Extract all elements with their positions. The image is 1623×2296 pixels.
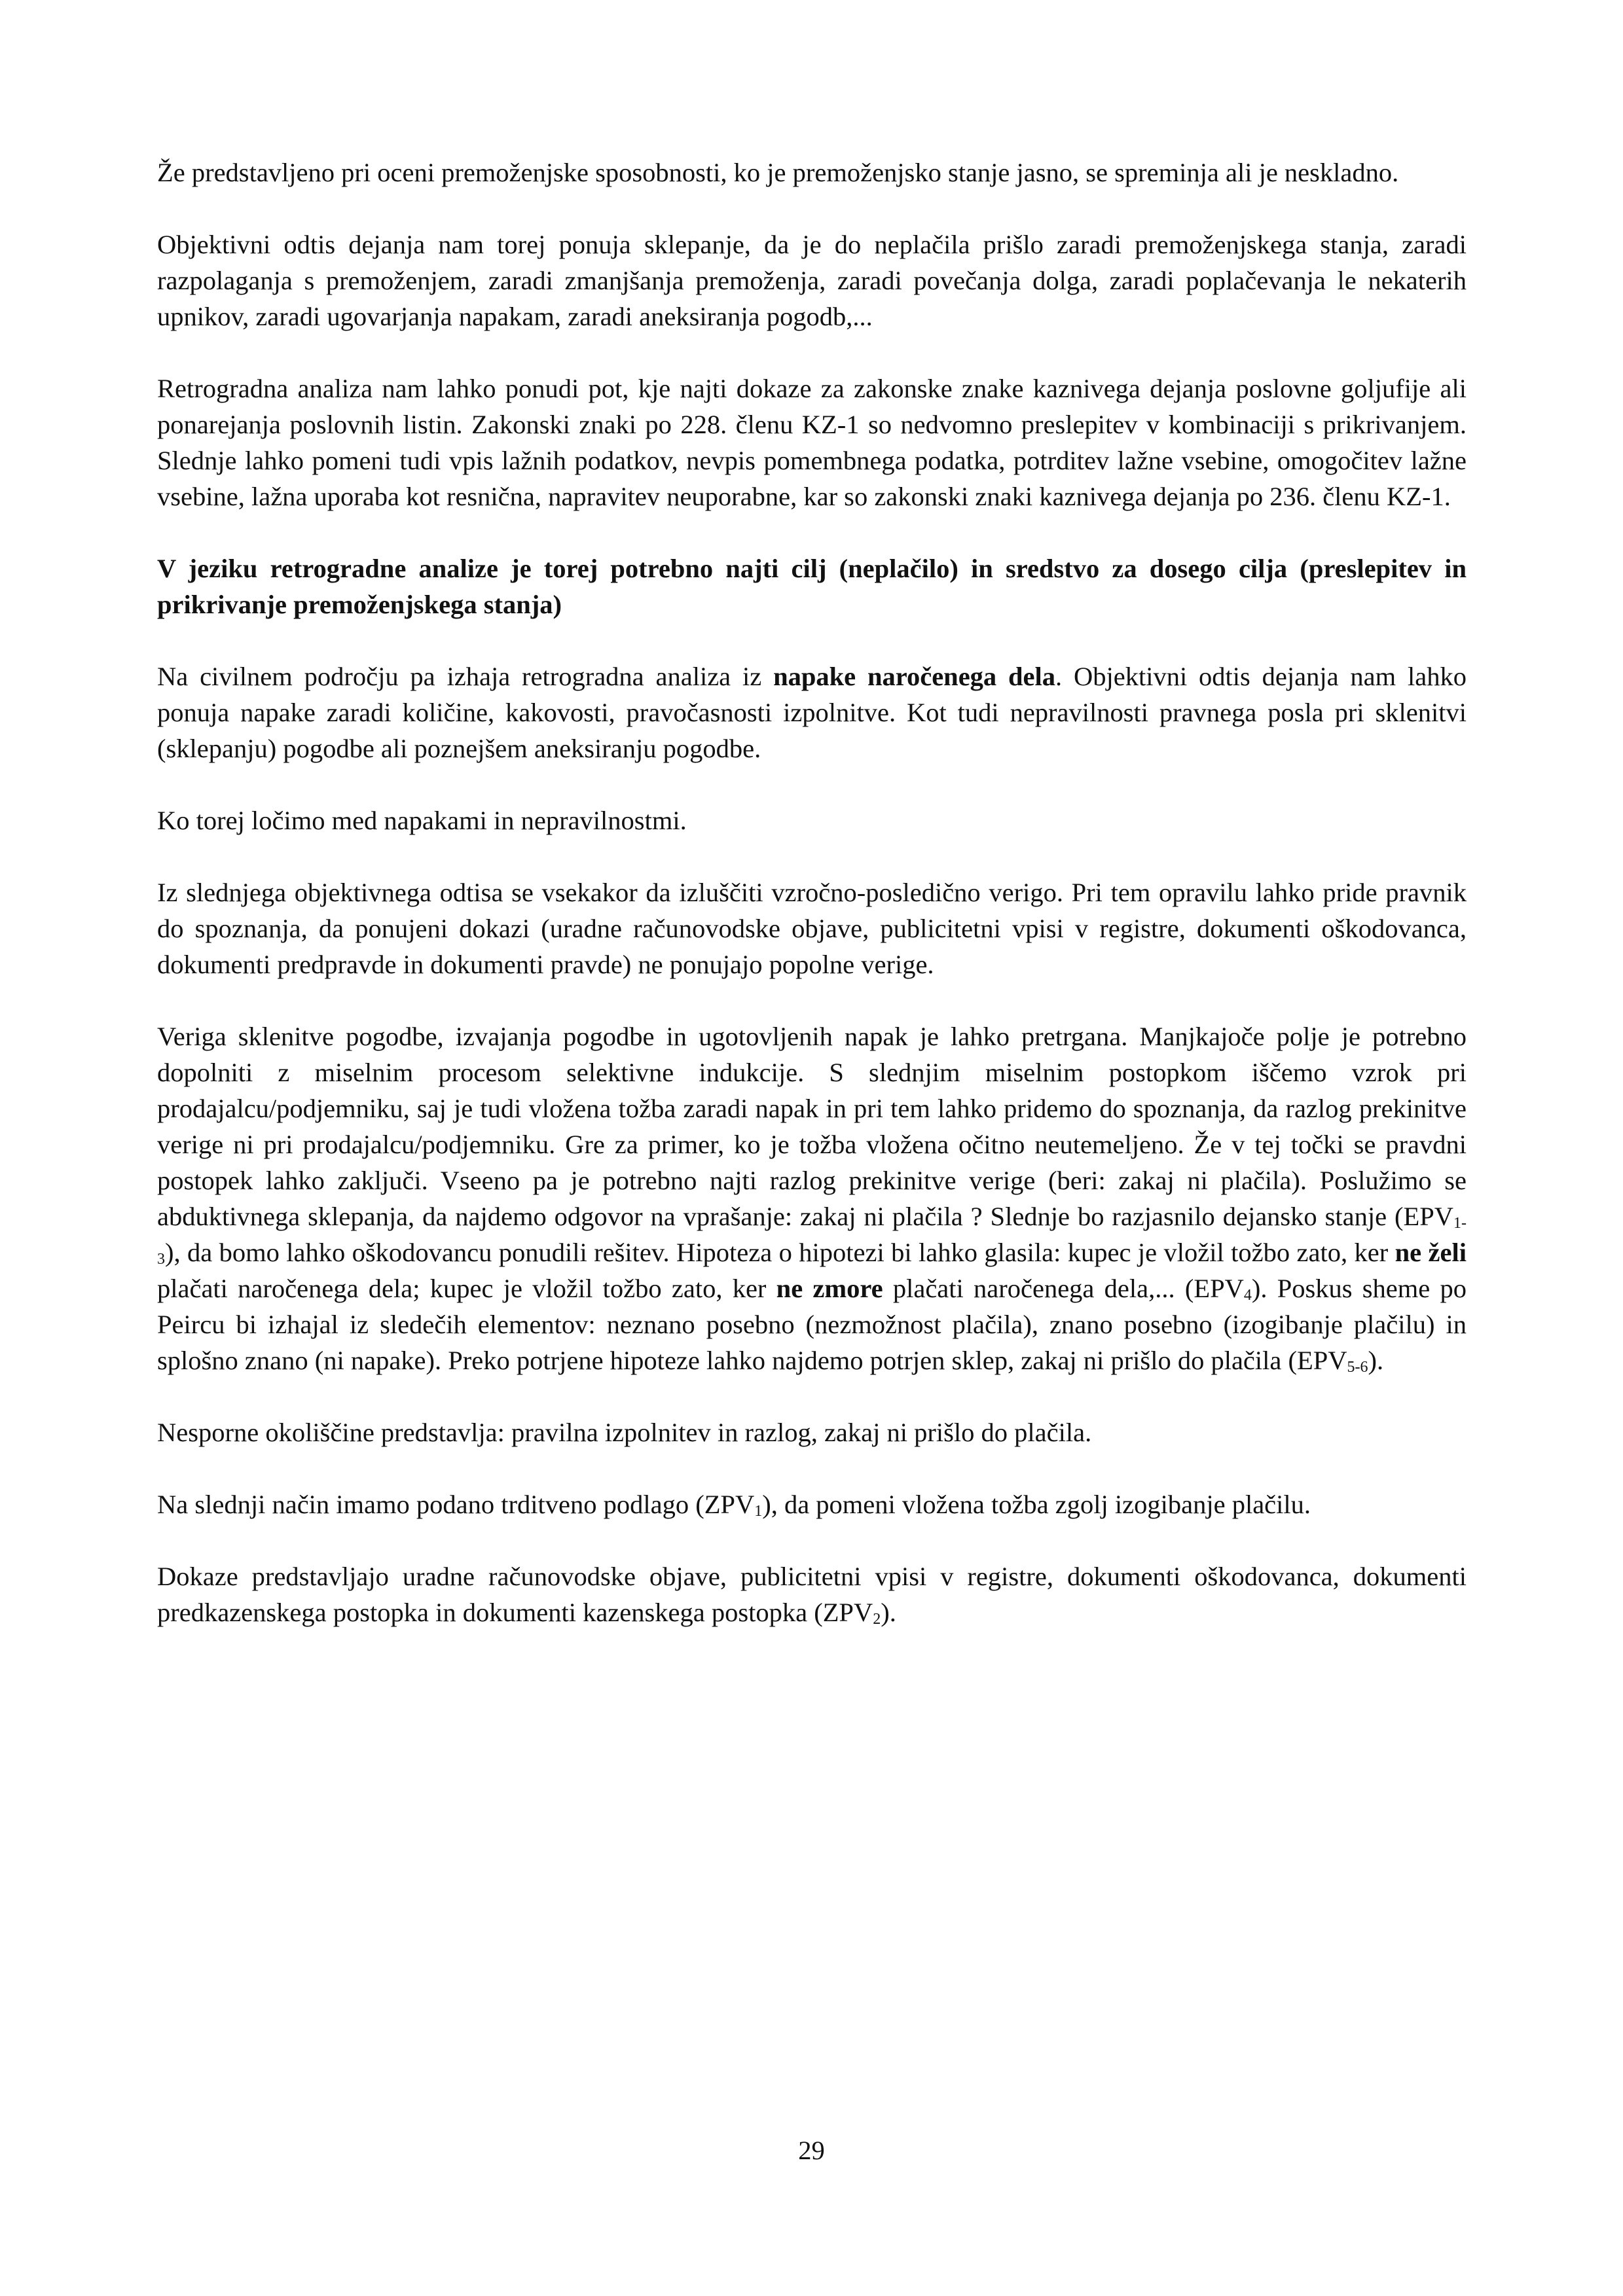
text-run: Ko torej ločimo med napakami in nepravilnostmi.: [157, 806, 687, 835]
paragraph: [157, 1486, 1467, 1522]
subscript-text: 1-3: [157, 1215, 1467, 1268]
page-body: [157, 154, 1467, 1666]
text-run: Retrogradna analiza nam lahko ponudi pot, kje najti dokaze za zakonske znake kaznivega dejanja poslovne goljufije ali ponarejanja poslovnih listin. Zakonski znaki po 228. členu KZ-1 so nedvomno preslepitev v kombinaciji s prikrivanjem. Slednje lahko pomeni tudi vpis lažnih podatkov, nevpis pomembnega podatka, potrditev lažne vsebine, omogočitev lažne vsebine, lažna uporaba kot resnična, napravitev neuporabne, kar so zakonski znaki kaznivega dejanja po 236. členu KZ-1.: [157, 374, 1467, 511]
paragraph: [157, 1018, 1467, 1378]
subscript-text: 1: [754, 1503, 763, 1520]
paragraph: [157, 802, 1467, 838]
text-run: . Objektivni odtis dejanja nam lahko ponuja napake zaradi količine, kakovosti, pravočasnosti izpolnitve. Kot tudi nepravilnosti pravnega posla pri sklenitvi (sklepanju) pogodbe ali poznejšem aneksiranju pogodbe.: [157, 662, 1467, 763]
text-run: Že predstavljeno pri oceni premoženjske sposobnosti, ko je premoženjsko stanje jasno, se spreminja ali je neskladno.: [157, 158, 1399, 187]
text-run: ), da pomeni vložena tožba zgolj izogibanje plačilu.: [762, 1490, 1311, 1519]
text-run: Na civilnem področju pa izhaja retrogradna analiza iz: [157, 662, 774, 691]
text-run: ).: [881, 1598, 896, 1627]
paragraph: [157, 154, 1467, 190]
text-run: plačati naročenega dela,... (EPV: [883, 1274, 1244, 1303]
subscript-text: 4: [1243, 1287, 1252, 1304]
paragraph: [157, 370, 1467, 514]
text-run: Objektivni odtis dejanja nam torej ponuja sklepanje, da je do neplačila prišlo zaradi premoženjskega stanja, zaradi razpolaganja s premoženjem, zaradi zmanjšanja premoženja, zaradi povečanja dolga, zaradi poplačevanja le nekaterih upnikov, zaradi ugovarjanja napakam, zaradi aneksiranja pogodb,...: [157, 230, 1467, 331]
page-number: 29: [798, 2136, 825, 2165]
bold-text: napake naročenega dela: [773, 662, 1056, 691]
paragraph: [157, 874, 1467, 982]
text-run: Dokaze predstavljajo uradne računovodske objave, publicitetni vpisi v registre, dokumenti oškodovanca, dokumenti predkazenskega postopka in dokumenti kazenskega postopka (ZPV: [157, 1562, 1467, 1627]
text-run: Veriga sklenitve pogodbe, izvajanja pogodbe in ugotovljenih napak je lahko pretrgana. Manjkajoče polje je potrebno dopolniti z miselnim procesom selektivne indukcije. S slednjim miselnim postopkom iščemo vzrok pri prodajalcu/podjemniku, saj je tudi vložena tožba zaradi napak in pri tem lahko pridemo do spoznanja, da razlog prekinitve verige ni pri prodajalcu/podjemniku. Gre za primer, ko je tožba vložena očitno neutemeljeno. Že v tej točki se pravdni postopek lahko zaključi. Vseeno pa je potrebno najti razlog prekinitve verige (beri: zakaj ni plačila). Poslužimo se abduktivnega sklepanja, da najdemo odgovor na vprašanje: zakaj ni plačila ? Slednje bo razjasnilo dejansko stanje (EPV: [157, 1022, 1467, 1231]
paragraph: [157, 658, 1467, 766]
bold-text: V jeziku retrogradne analize je torej potrebno najti cilj (neplačilo) in sredstvo za dosego cilja (preslepitev in prikrivanje premoženjskega stanja): [157, 554, 1467, 619]
text-run: ), da bomo lahko oškodovancu ponudili rešitev. Hipoteza o hipotezi bi lahko glasila: kupec je vložil tožbo zato, ker: [165, 1238, 1395, 1267]
text-run: ). Poskus sheme po Peircu bi izhajal iz sledečih elementov: neznano posebno (nezmožnost plačila), znano posebno (izogibanje plačilu) in splošno znano (ni napake). Preko potrjene hipoteze lahko najdemo potrjen sklep, zakaj ni prišlo do plačila (EPV: [157, 1274, 1467, 1375]
paragraph: [157, 226, 1467, 334]
paragraph: [157, 1558, 1467, 1630]
text-run: plačati naročenega dela; kupec je vložil tožbo zato, ker: [157, 1274, 776, 1303]
text-run: ).: [1368, 1346, 1384, 1375]
bold-text: ne želi: [1395, 1238, 1467, 1267]
subscript-text: 5-6: [1347, 1359, 1368, 1376]
bold-text: ne zmore: [776, 1274, 883, 1303]
text-run: Nesporne okoliščine predstavlja: pravilna izpolnitev in razlog, zakaj ni prišlo do plačila.: [157, 1418, 1092, 1447]
paragraph: [157, 1414, 1467, 1450]
text-run: Iz slednjega objektivnega odtisa se vsekakor da izluščiti vzročno-posledično verigo. Pri tem opravilu lahko pride pravnik do spoznanja, da ponujeni dokazi (uradne računovodske objave, publicitetni vpisi v registre, dokumenti oškodovanca, dokumenti predpravde in dokumenti pravde) ne ponujajo popolne verige.: [157, 878, 1467, 979]
paragraph: [157, 550, 1467, 622]
text-run: Na slednji način imamo podano trditveno podlago (ZPV: [157, 1490, 755, 1519]
subscript-text: 2: [873, 1611, 881, 1628]
